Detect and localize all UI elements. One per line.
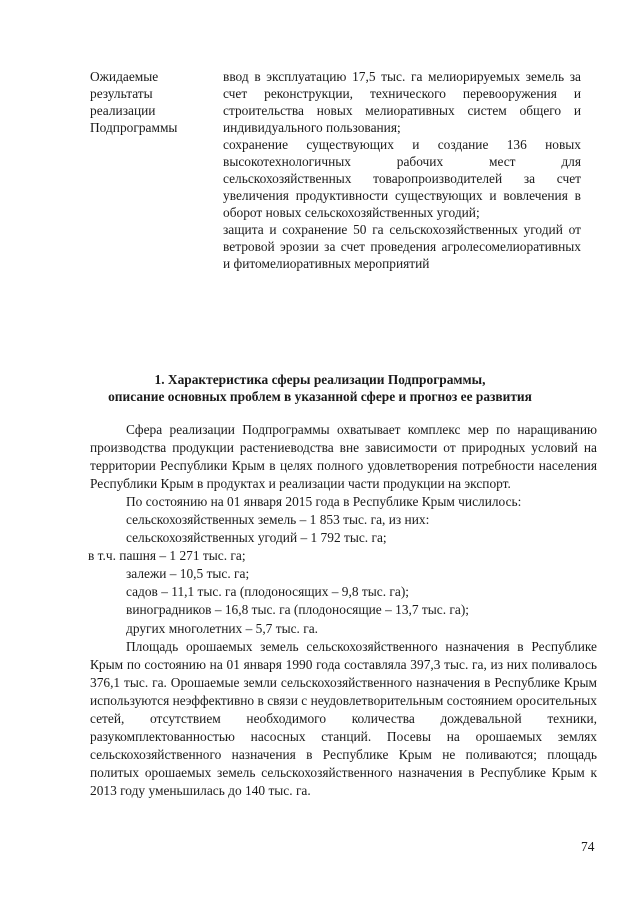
list-line: садов – 11,1 тыс. га (плодоносящих – 9,8 тыс. га); [126, 584, 410, 600]
list-line: виноградников – 16,8 тыс. га (плодоносящие – 13,7 тыс. га); [126, 602, 470, 618]
list-line: По состоянию на 01 января 2015 года в Республике Крым числилось: [126, 494, 522, 510]
expected-results-content [223, 68, 581, 272]
list-line: других многолетних – 5,7 тыс. га. [126, 620, 318, 636]
label-line: результаты [90, 86, 153, 101]
label-line: реализации [90, 103, 156, 118]
section-body [90, 421, 597, 800]
label-line: Подпрограммы [90, 120, 178, 135]
section-title-line-1: 1. Характеристика сферы реализации Подпрограммы, [154, 372, 486, 387]
list-line: сельскохозяйственных земель – 1 853 тыс. га, из них: [126, 512, 430, 528]
list-line: в т.ч. пашня – 1 271 тыс. га; [88, 548, 246, 564]
result-item: сохранение существующих и создание 136 новых высокотехнологичных рабочих мест для сельскохозяйственных товаропроизводителей за счет увеличения продуктивности существующих и вовлечения в оборот новых сельскохозяйственных угодий; [223, 137, 581, 220]
page-number: 74 [581, 839, 595, 854]
list-line: залежи – 10,5 тыс. га; [126, 566, 250, 582]
paragraph: Сфера реализации Подпрограммы охватывает комплекс мер по наращиванию производства продукции растениеводства вне зависимости от природных условий на территории Республики Крым в целях полного удовлетворения потребности населения Республики Крым в продуктах и реализации части продукции на экспорт. [90, 422, 597, 492]
label-line: Ожидаемые [90, 69, 159, 84]
result-item: защита и сохранение 50 га сельскохозяйственных угодий от ветровой эрозии за счет проведения агролесомелиоративных и фитомелиоративных мероприятий [223, 222, 581, 271]
list-line: сельскохозяйственных угодий – 1 792 тыс. га; [126, 530, 387, 546]
result-item: ввод в эксплуатацию 17,5 тыс. га мелиорируемых земель за счет реконструкции, технического перевооружения и строительства новых мелиоративных систем общего и индивидуального пользования; [223, 69, 581, 135]
section-title-line-2: описание основных проблем в указанной сфере и прогноз ее развития [108, 389, 532, 404]
paragraph: Площадь орошаемых земель сельскохозяйственного назначения в Республике Крым по состоянию на 01 января 1990 года составляла 397,3 тыс. га, из них поливалось 376,1 тыс. га. Орошаемые земли сельскохозяйственного назначения в Республике Крым используются неэффективно в связи с неудовлетворительным состоянием оросительных сетей, отсутствием необходимого количества дождевальной техники, разукомплектованностью насосных станций. Посевы на орошаемых землях сельскохозяйственного назначения в Республике Крым не поливаются; площадь политых орошаемых земель сельскохозяйственного назначения в Республике Крым к 2013 году уменьшилась до 140 тыс. га. [90, 638, 597, 798]
section-heading [60, 371, 580, 405]
expected-results-label [90, 68, 215, 136]
